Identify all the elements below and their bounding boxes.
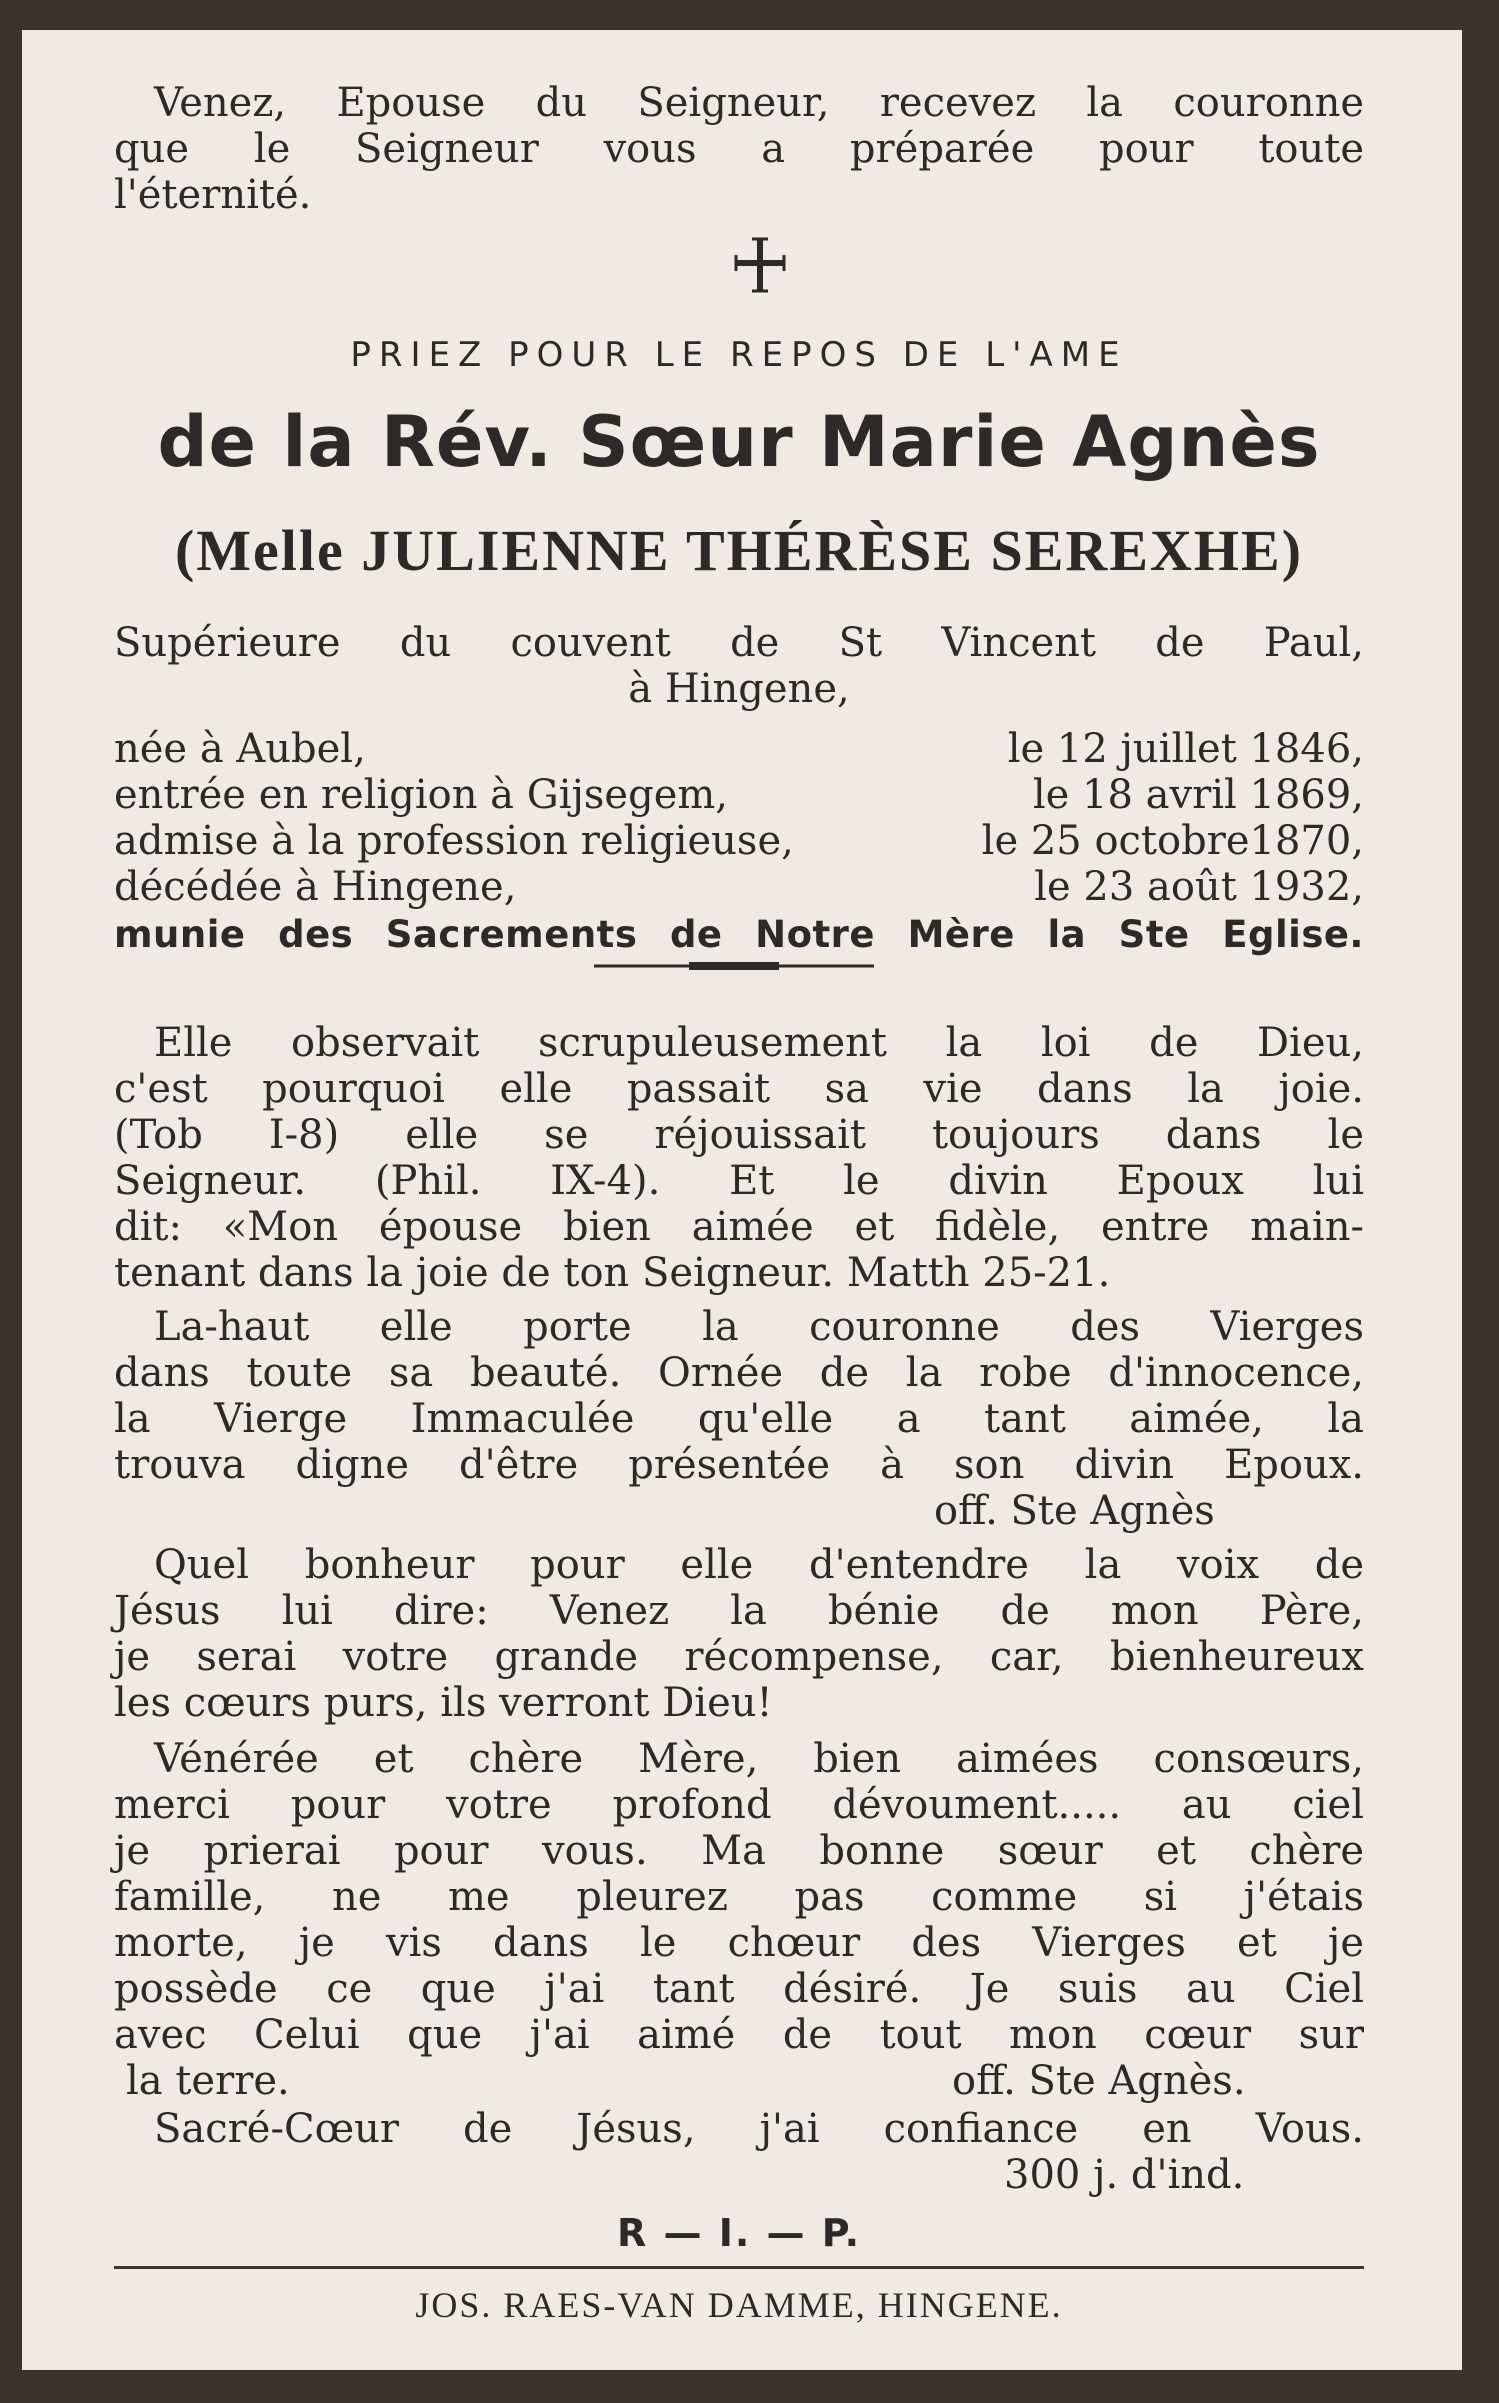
body-line: avec Celui que j'ai aimé de tout mon cœur sur bbox=[114, 2012, 1364, 2058]
printer-line: JOS. RAES-VAN DAMME, HINGENE. bbox=[415, 2285, 1063, 2325]
signature-1: off. Ste Agnès bbox=[934, 1488, 1215, 1534]
sister-name: de la Rév. Sœur Marie Agnès bbox=[157, 401, 1321, 483]
event-date: le 18 avril 1869, bbox=[1032, 772, 1364, 818]
event-text: décédée à Hingene, bbox=[114, 864, 517, 910]
body-line: Quel bonheur pour elle d'entendre la voix de bbox=[154, 1542, 1364, 1588]
body-line: morte, je vis dans le chœur des Vierges et je bbox=[114, 1920, 1364, 1966]
body-line-last: la terre. bbox=[126, 2058, 290, 2104]
event-profession bbox=[114, 818, 1364, 864]
intro-line-1: Venez, Epouse du Seigneur, recevez la couronne bbox=[154, 80, 1364, 126]
body-line: les cœurs purs, ils verront Dieu! bbox=[114, 1680, 773, 1726]
body-line: Jésus lui dire: Venez la bénie de mon Père, bbox=[114, 1588, 1364, 1634]
event-text: entrée en religion à Gijsegem, bbox=[114, 772, 729, 818]
rip-line: R — I. — P. bbox=[616, 2211, 862, 2255]
body-line: tenant dans la joie de ton Seigneur. Matth 25-21. bbox=[114, 1250, 1111, 1296]
body-line: c'est pourquoi elle passait sa vie dans la joie. bbox=[114, 1066, 1364, 1112]
event-entry bbox=[114, 772, 1364, 818]
body-line: La-haut elle porte la couronne des Vierges bbox=[154, 1304, 1364, 1350]
signature-2: off. Ste Agnès. bbox=[952, 2058, 1246, 2104]
intro-line-2: que le Seigneur vous a préparée pour toute bbox=[114, 126, 1364, 172]
body-line: possède ce que j'ai tant désiré. Je suis au Ciel bbox=[114, 1966, 1364, 2012]
event-death bbox=[114, 864, 1364, 910]
event-text: née à Aubel, bbox=[114, 726, 366, 772]
memorial-card bbox=[22, 30, 1462, 2370]
event-date: le 23 août 1932, bbox=[1034, 864, 1364, 910]
ornament-divider bbox=[594, 960, 874, 972]
indulgence-line: 300 j. d'ind. bbox=[1004, 2152, 1245, 2198]
body-line: je prierai pour vous. Ma bonne sœur et chère bbox=[114, 1828, 1364, 1874]
civil-name: (Melle JULIENNE THÉRÈSE SEREXHE) bbox=[174, 518, 1304, 583]
bottom-rule bbox=[114, 2266, 1364, 2269]
body-line: la Vierge Immaculée qu'elle a tant aimée, la bbox=[114, 1396, 1364, 1442]
body-line: Elle observait scrupuleusement la loi de Dieu, bbox=[154, 1020, 1364, 1066]
event-date: le 12 juillet 1846, bbox=[1007, 726, 1364, 772]
pray-line: PRIEZ POUR LE REPOS DE L'AME bbox=[350, 335, 1128, 375]
event-date: le 25 octobre1870, bbox=[981, 818, 1364, 864]
body-line: dit: «Mon épouse bien aimée et fidèle, entre main- bbox=[114, 1204, 1364, 1250]
sacraments-line: munie des Sacrements de Notre Mère la Ste Eglise. bbox=[114, 913, 1364, 956]
body-line: je serai votre grande récompense, car, bienheureux bbox=[114, 1634, 1364, 1680]
body-line: famille, ne me pleurez pas comme si j'étais bbox=[114, 1874, 1364, 1920]
body-line: dans toute sa beauté. Ornée de la robe d'innocence, bbox=[114, 1350, 1364, 1396]
prayer-line: Sacré-Cœur de Jésus, j'ai confiance en Vous. bbox=[154, 2106, 1364, 2152]
role-line-1: Supérieure du couvent de St Vincent de Paul, bbox=[114, 620, 1364, 666]
cross-icon bbox=[730, 235, 790, 295]
event-text: admise à la profession religieuse, bbox=[114, 818, 794, 864]
role-line-2: à Hingene, bbox=[628, 666, 850, 712]
intro-line-3: l'éternité. bbox=[114, 172, 312, 218]
body-line: Vénérée et chère Mère, bien aimées consœurs, bbox=[154, 1736, 1364, 1782]
event-birth bbox=[114, 726, 1364, 772]
body-line: trouva digne d'être présentée à son divin Epoux. bbox=[114, 1442, 1364, 1488]
body-line: merci pour votre profond dévoument..... au ciel bbox=[114, 1782, 1364, 1828]
body-line: (Tob I-8) elle se réjouissait toujours dans le bbox=[114, 1112, 1364, 1158]
body-line: Seigneur. (Phil. IX-4). Et le divin Epoux lui bbox=[114, 1158, 1364, 1204]
